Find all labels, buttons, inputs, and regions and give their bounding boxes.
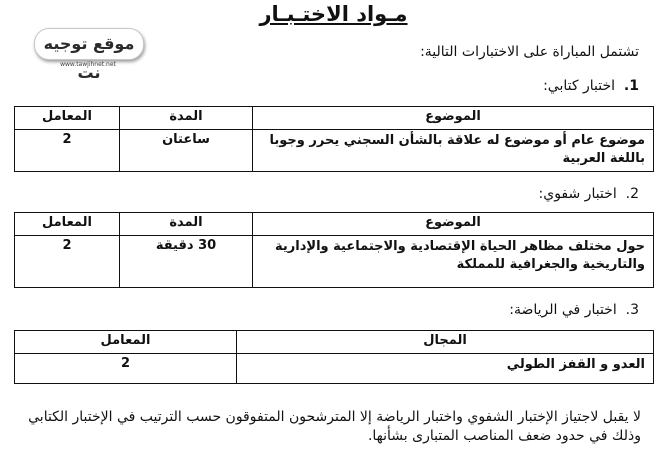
test-1-heading	[543, 78, 639, 94]
test-1-number: 1.	[623, 78, 639, 94]
header-coef: المعامل	[15, 331, 237, 354]
header-coef: المعامل	[15, 213, 120, 236]
test-3-label: اختبار في الرياضة:	[509, 302, 617, 318]
test-1-label: اختبار كتابي:	[543, 78, 616, 94]
oral-test-table	[14, 212, 654, 288]
cell-coef: 2	[15, 130, 120, 172]
test-2-label: اختبار شفوي:	[538, 186, 617, 202]
table-row	[15, 354, 654, 384]
header-topic: الموضوع	[253, 107, 654, 130]
written-test-table	[14, 106, 654, 172]
table-header-row	[15, 331, 654, 354]
cell-field: العدو و القفز الطولي	[237, 354, 654, 384]
site-logo[interactable]	[28, 28, 148, 82]
table-header-row	[15, 213, 654, 236]
table-row	[15, 236, 654, 288]
header-topic: الموضوع	[253, 213, 654, 236]
cell-duration: 30 دقيقة	[120, 236, 253, 288]
cell-duration: ساعتان	[120, 130, 253, 172]
table-row	[15, 130, 654, 172]
test-2-number: 2.	[625, 186, 639, 202]
test-2-heading	[539, 186, 639, 202]
page-title: مـواد الاختـبـار	[259, 2, 408, 26]
sport-test-table	[14, 330, 654, 384]
test-3-heading	[509, 302, 639, 318]
header-field: المجال	[237, 331, 654, 354]
footnote: لا يقبل لاجتياز الإختبار الشفوي واختبار الرياضة إلا المترشحون المتفوقون حسب الترتيب في الإختبار الكتابي وذلك في حدود ضعف المناصب المتبارى بشأنها.	[28, 409, 641, 444]
cell-topic: حول مختلف مظاهر الحياة الإقتصادية والاجتماعية والإدارية والتاريخية والجغرافية للمملكة	[253, 236, 654, 288]
intro-text: تشتمل المباراة على الاختبارات التالية:	[420, 44, 639, 60]
header-duration: المدة	[120, 107, 253, 130]
cell-coef: 2	[15, 236, 120, 288]
cell-coef: 2	[15, 354, 237, 384]
test-3-number: 3.	[625, 302, 639, 318]
cell-topic: موضوع عام أو موضوع له علاقة بالشأن السجني يحرر وجوبا باللغة العربية	[253, 130, 654, 172]
header-duration: المدة	[120, 213, 253, 236]
logo-name: موقع توجيه نت	[34, 28, 144, 60]
logo-url: www.tawjihnet.net	[60, 61, 116, 68]
table-header-row	[15, 107, 654, 130]
header-coef: المعامل	[15, 107, 120, 130]
